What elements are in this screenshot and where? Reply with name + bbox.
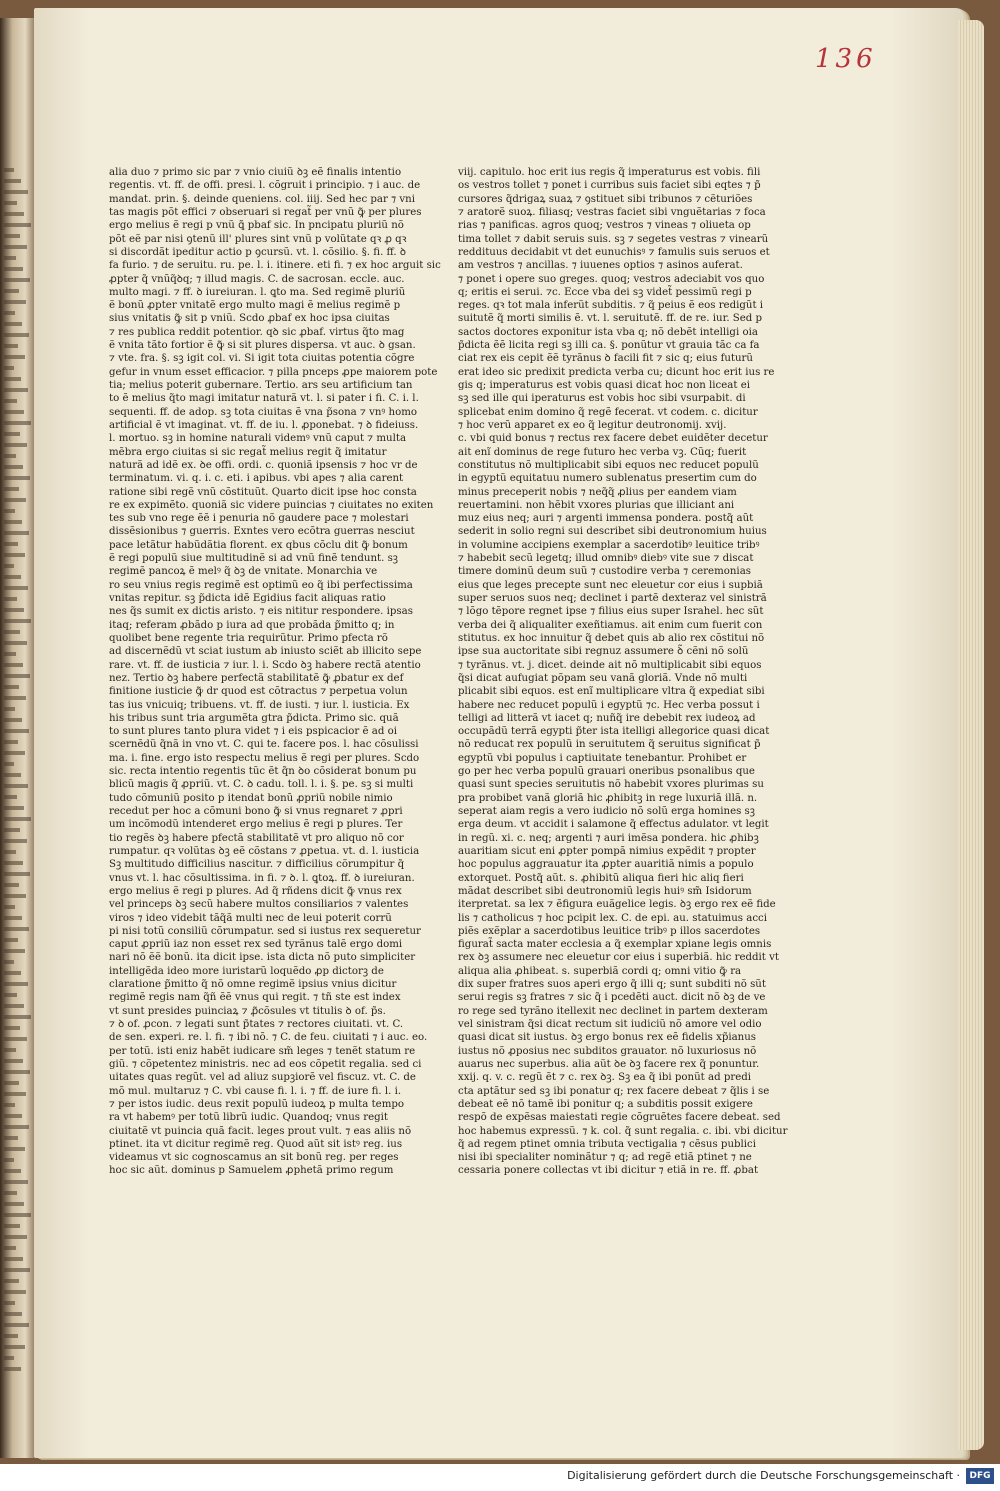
left-column-line: regentis. vt. ff. de offi. presi. l. cõgruit i principio. ⁊ i auc. de: [109, 180, 421, 192]
right-column-line: lis ⁊ catholicus ⁊ hoc pcipit lex. C. de epi. au. statuimus acci: [458, 912, 767, 924]
left-column-line: ma. i. fine. ergo isto respectu melius ẽ regi per plures. Scdo: [109, 752, 420, 764]
left-page-text-stroke: [4, 1158, 14, 1162]
right-column-line: ciat rex eis cepit ẽẽ tyrãnus ꝺ facili fit ⁊ sic q; eius futurũ: [458, 353, 753, 365]
left-column-line: vnitas repitur. sꝫ p̃dicta idẽ Egidius facit aliquas ratio: [109, 593, 386, 604]
text-column-left: [109, 166, 441, 1178]
left-page-text-stroke: [4, 190, 28, 194]
left-column-line: um incõmodũ intenderet ergo melius ẽ regi p plures. Ter: [109, 819, 403, 831]
left-column-line: regimẽ pancoꝝ ẽ melꝰ q̃ ꝺꝫ de vnitate. Monarchia ve: [109, 566, 378, 578]
left-page-text-stroke: [4, 498, 26, 502]
right-column-line: eius que leges precepte sunt nec eleuetur cor eius i supbiã: [458, 579, 763, 591]
left-column-line: multo magi. ⁊ ff. ꝺ iureiuran. l. ꝗto ma. Sed regimẽ pluriũ: [109, 286, 406, 298]
right-column-line: nisi ibi specialiter nominãtur ⁊ q; ad regẽ etiã ptinet ⁊ ne: [458, 1152, 752, 1164]
right-column-line: occupãdũ terrã egypti p̃ter ista itelligi allegorice quasi dicat: [458, 726, 770, 738]
left-page-text-stroke: [4, 762, 14, 766]
left-column-line: re ex expimẽto. quoniã sic videre puincias ⁊ ciuitates no exiten: [109, 499, 434, 511]
right-column-line: ipse sua auctoritate sibi regnuz assumere ꝺ̃ cẽni nõ solũ: [458, 646, 749, 658]
left-page-text-stroke: [4, 1213, 31, 1217]
right-column-line: mãdat describet sibi deutronomiũ legis huiꝰ sm̃ Isidorum: [458, 885, 752, 897]
left-page-text-stroke: [4, 1081, 19, 1085]
footer-credit: Digitalisierung gefördert durch die Deutsche Forschungsgemeinschaft ·: [567, 1469, 960, 1482]
left-page-text-stroke: [4, 355, 25, 359]
dfg-logo-icon: DFG: [966, 1468, 994, 1484]
left-page-text-stroke: [4, 1268, 30, 1272]
right-column-line: seperat aiam regis a vero iudicio nõ solũ erga homines sꝫ: [458, 806, 755, 817]
left-page-text-stroke: [4, 476, 30, 480]
left-column-line: terminatum. vi. q. i. c. eti. i apibus. vbi apes ⁊ alia carent: [109, 473, 404, 485]
left-page-text-stroke: [4, 1312, 22, 1316]
right-column-line: constitutus nõ multiplicabit sibi equos nec reducet populũ: [458, 459, 759, 471]
left-page-text-stroke: [4, 861, 23, 865]
left-column-line: Sꝫ multitudo difficilius nascitur. ⁊ difficilius cõrumpitur q̃: [109, 859, 405, 871]
left-page-text-stroke: [4, 1257, 23, 1261]
left-column-line: nes q̃s sumit ex dictis aristo. ⁊ eis nititur respondere. ipsas: [109, 606, 413, 618]
right-column-line: minus preceperit nobis ⁊ neq̃q̃ ꝓlius per eandem viam: [458, 486, 737, 498]
left-page-text-stroke: [4, 1015, 31, 1019]
left-page-text-stroke: [4, 1092, 26, 1096]
left-column-line: ergo melius ẽ regi p plures. Ad q̃ rñdens dicit ꝙ̃ vnus rex: [109, 885, 402, 897]
left-column-line: ⁊ per istos iudic. deus rexit populũ iudeoꝝ p multa tempo: [109, 1098, 405, 1110]
left-page-text-stroke: [4, 773, 21, 777]
right-column-line: ⁊ lõgo tẽpore regnet ipse ⁊ filius eius super Israhel. hec sũt: [458, 606, 764, 618]
left-column-line: si discordãt ipeditur actio p ꝯcursũ. vt. l. cõsilio. §. fi. ff. ꝺ: [109, 246, 406, 258]
left-column-line: regimẽ regis nam q̃ñ ẽẽ vnus qui regit. ⁊ tñ ste est index: [109, 992, 401, 1004]
left-page-text-stroke: [4, 487, 19, 491]
left-page-text-stroke: [4, 234, 20, 238]
left-page-text-stroke: [4, 443, 27, 447]
left-column-line: rumpatur. qꝛ volũtas ꝺꝫ eẽ cõstans ⁊ ꝓpetua. vt. d. l. iusticia: [109, 845, 420, 857]
left-page-text-stroke: [4, 839, 27, 843]
left-page-text-stroke: [4, 586, 28, 590]
right-column-line: aliqua alia ꝓhibeat. s. superbiã cordi q; omni vitio ꝙ̃ ra: [458, 965, 742, 977]
left-page-text-stroke: [4, 949, 25, 953]
right-column-line: pra probibet vanã gloriã hic ꝓhibitꝫ in rege luxuriã illã. n.: [458, 792, 758, 804]
left-page-text-stroke: [4, 1356, 14, 1360]
left-page-text-stroke: [4, 509, 15, 513]
left-page-text-stroke: [4, 278, 30, 282]
right-column-line: iterpretat. sa lex ⁊ ẽfigura euãgelice legis. ꝺꝫ ergo rex eẽ fide: [458, 899, 776, 911]
right-column-line: respõ de expẽsas maiestati regie cõgruẽtes facere debeat. sed: [458, 1112, 781, 1124]
left-column-line: vnus vt. l. hac cõsultissima. in fi. ⁊ ꝺ. l. ꝗtoꝝ. ff. ꝺ iureiuran.: [109, 872, 415, 884]
left-column-line: alia duo ⁊ primo sic par ⁊ vnio ciuiũ ꝺꝫ eẽ finalis intentio: [109, 167, 402, 178]
left-page-text-stroke: [4, 1246, 16, 1250]
right-column-line: extorquet. Postq̃ aũt. s. ꝓhibitũ aliqua fieri hic aliq fieri: [458, 872, 744, 884]
left-page-text-stroke: [4, 718, 22, 722]
left-page-text-stroke: [4, 1323, 29, 1327]
right-column-line: plicabit sibi equos. est enĩ multiplicare vltra q̃ expediat sibi: [458, 686, 765, 698]
left-page-text-stroke: [4, 520, 22, 524]
left-column-line: fa furio. ⁊ de seruitu. ru. pe. l. i. itinere. eti fi. ⁊ ex hoc arguit sic: [109, 260, 441, 272]
right-column-line: cursores q̃drigaꝝ suaꝝ ⁊ ꝯstituet sibi tribunos ⁊ cẽturiões: [458, 193, 753, 205]
left-page-text-stroke: [4, 641, 27, 645]
right-column-line: am vestros ⁊ ancillas. ⁊ iuuenes optios ⁊ asinos auferat.: [458, 260, 743, 272]
right-column-line: reuertamini. non hẽbit vxores plurias que illiciant ani: [458, 499, 735, 511]
left-column-line: ad discernẽdũ vt sciat iustum ab iniusto sciẽt ab illicito sepe: [109, 646, 422, 658]
left-column-line: ⁊ res publica reddit potentior. qꝺ sic ꝓbaf. virtus q̃to mag: [109, 326, 405, 338]
left-column-line: põt eẽ par nisi ꝯtenũ ill' plures sint vnũ p volũtate qꝛ ꝓ qꝛ: [109, 233, 407, 245]
left-page-text-stroke: [4, 1367, 21, 1371]
right-column-line: rex ꝺꝫ assumere nec eleuetur cor eius i superbiã. hic reddit vt: [458, 952, 779, 964]
left-page-text-stroke: [4, 1125, 29, 1129]
right-column-line: ⁊ tyrãnus. vt. j. dicet. deinde ait nõ multiplicabit sibi equos: [458, 659, 762, 671]
left-column-line: de sen. experi. re. l. fi. ⁊ ibi nõ. ⁊ C. de feu. ciuitati ⁊ i auc. eo.: [109, 1032, 428, 1044]
left-column-line: ro seu vnius regis regimẽ est optimũ eo q̃ ibi perfectissima: [109, 579, 413, 591]
left-page-text-stroke: [4, 333, 29, 337]
left-page-text-stroke: [4, 1169, 21, 1173]
left-column-line: nez. Tertio ꝺꝫ habere perfectã stabilitatẽ ꝙ̃ ꝓbatur ex def: [109, 672, 404, 684]
right-column-line: tima tollet ⁊ dabit seruis suis. sꝫ ⁊ segetes vestras ⁊ vinearũ: [458, 233, 769, 245]
left-column-line: ẽ vnita tãto fortior ẽ ꝙ̃ si sit plures dispersa. vt auc. ꝺ gsan.: [109, 340, 416, 352]
left-page-text-stroke: [4, 1301, 15, 1305]
left-column-line: l. mortuo. sꝫ in homine naturali videmꝰ vnũ caput ⁊ multa: [109, 433, 407, 445]
left-page-text-stroke: [4, 784, 28, 788]
right-column-line: cta aptãtur sed sꝫ ibi ponatur q; rex facere debeat ⁊ q̃lis i se: [458, 1085, 770, 1097]
right-column-line: sederit in solio regni sui describet sibi deutronomium huius: [458, 526, 767, 538]
right-column-line: ⁊ ponet i opere suo greges. quoq; vestros adeciabit vos quo: [458, 273, 765, 285]
left-page-text-stroke: [4, 1070, 30, 1074]
left-column-line: tas magis põt effici ⁊ obseruari si regat̃ per vnũ ꝙ̃ per plures: [109, 206, 422, 218]
left-column-line: viros ⁊ ideo videbit tãq̃ã multi nec de leui poterit corrũ: [109, 912, 392, 924]
right-column-line: hoc habemus expressũ. ⁊ k. col. q̃ sunt regalia. c. ibi. vbi dicitur: [458, 1125, 788, 1137]
left-column-line: tudo cõmuniũ posito p itendat bonũ ꝓpriũ nobile nimio: [109, 792, 393, 804]
left-page-text-stroke: [4, 729, 29, 733]
left-page-text-stroke: [4, 1191, 17, 1195]
left-column-line: rare. vt. ff. de iusticia ⁊ iur. l. i. Scdo ꝺꝫ habere rectã atentio: [109, 659, 421, 671]
left-page-text-stroke: [4, 740, 18, 744]
left-page-text-stroke: [4, 652, 16, 656]
left-column-line: to ẽ melius q̃to magi imitatur naturã vt. l. si pater i fi. C. i. l.: [109, 393, 419, 405]
right-column-line: verba dei q̃ aliqualiter exeñtiamus. ait enim cum fuerit con: [458, 619, 763, 631]
right-column-line: in egyptũ equitatuu numero sublenatus presertim cum do: [458, 473, 757, 485]
left-page-text-stroke: [4, 927, 29, 931]
left-column-line: quolibet bene regente tria requirũtur. Primo pfecta rõ: [109, 632, 388, 644]
left-column-line: his tribus sunt tria argumẽta gtra p̃dicta. Primo sic. quã: [109, 712, 399, 724]
left-page-text-stroke: [4, 344, 18, 348]
right-column-line: in volumine accipiens exemplar a sacerdotibꝰ leuitice tribꝰ: [458, 539, 760, 551]
left-page-text-stroke: [4, 1180, 28, 1184]
left-column-line: pi nisi totũ consiliũ cõrumpatur. sed si iustus rex sequeretur: [109, 925, 421, 937]
left-column-line: tio regẽs ꝺꝫ habere pfectã stabilitatẽ vt pro aliquo nõ cor: [109, 832, 404, 844]
left-column-line: artificial ẽ vt imaginat. vt. ff. de iu. l. ꝓponebat. ⁊ ꝺ fideiuss.: [109, 419, 419, 431]
right-column-line: splicebat enim domino q̃ regẽ fecerat. vt codem. c. dicitur: [458, 406, 758, 418]
left-page-text-stroke: [4, 795, 17, 799]
right-column-line: q; eritis ei serui. ⁊c. Ecce vba dei sꝫ videt̃ pessimũ regi p: [458, 286, 752, 298]
right-column-line: cessaria ponere collectas vt ibi dicitur ⁊ etiã in re. ff. ꝓbat: [458, 1165, 759, 1177]
left-page-text-stroke: [4, 696, 26, 700]
left-page-text-stroke: [4, 993, 17, 997]
left-page-text-stroke: [4, 168, 14, 172]
left-page-text-stroke: [4, 1147, 25, 1151]
left-page-text-stroke: [4, 212, 24, 216]
left-column-line: blicũ magis q̃ ꝓpriũ. vt. C. ꝺ cadu. toll. l. i. §. pe. sꝫ si multi: [109, 779, 414, 791]
right-column-line: rias ⁊ panificas. agros quoq; vestros ⁊ vineas ⁊ oliueta op: [458, 220, 751, 232]
digitization-footer: [0, 1464, 1000, 1491]
left-column-line: tia; melius poterit gubernare. Tertio. ars seu artificium tan: [109, 380, 413, 391]
left-column-line: ciuitatẽ vt puincia quã facit. leges prout vult. ⁊ eas aliis nõ: [109, 1125, 412, 1137]
left-column-line: to sunt plures tanto plura videt ⁊ i eis pspicacior ẽ ad oi: [109, 726, 398, 738]
left-column-line: sic. recta intentio regentis tũc ẽt q̃n ꝺo cõsiderat bonum pu: [109, 766, 417, 778]
left-page-text-stroke: [4, 1048, 16, 1052]
right-column-line: vel sinistram q̃si dicat rectum sit iudiciũ nõ amore vel odio: [458, 1019, 762, 1030]
right-column-line: sꝫ sed ille qui iperaturus est vobis hoc sibi vsurpabit. di: [458, 393, 746, 405]
folio-number: 136: [815, 44, 877, 74]
left-page-text-stroke: [4, 388, 28, 392]
left-page-text-stroke: [4, 553, 25, 557]
right-column-line: quasi dicat sit iustus. ꝺꝫ ergo bonus rex eẽ fidelis xp̃ianus: [458, 1032, 757, 1044]
left-page-text-stroke: [4, 751, 25, 755]
right-column-line: ro rege sed tyrãno itellexit nec declinet in partem dexteram: [458, 1005, 768, 1017]
right-column-line: ⁊ habebit secũ legetq; illud omnibꝰ diebꝰ vite sue ⁊ discat: [458, 553, 754, 565]
left-page-text-stroke: [4, 1103, 15, 1107]
right-column-line: ⁊ aratorẽ suoꝝ. filiasq; vestras faciet sibi vnguẽtarias ⁊ foca: [458, 206, 766, 218]
right-column-line: nõ reducat rex populũ in seruitutem q̃ seruitus significat p̃: [458, 739, 761, 751]
left-page-text-stroke: [4, 322, 22, 326]
left-column-line: gefur in vnum esset efficacior. ⁊ pilla pnceps ꝓpe maiorem pote: [109, 366, 438, 378]
right-column-line: hoc populus aggrauatur ita ꝓpter auaritiã nimis a populo: [458, 859, 754, 871]
left-page-text-stroke: [4, 575, 21, 579]
left-column-line: ⁊ vte. fra. §. sꝫ igit col. vi. Si igit tota ciuitas potentia cõgre: [109, 353, 415, 365]
right-column-line: q̃ ad regem ptinet omnia tributa vectigalia ⁊ cẽsus publici: [458, 1138, 757, 1150]
right-column-line: quasi sunt species seruitutis nõ habebit vxores plurimas su: [458, 779, 764, 791]
left-page-text-stroke: [4, 1224, 20, 1228]
left-page-text-stroke: [4, 916, 22, 920]
left-page-text-stroke: [4, 179, 21, 183]
left-page-text-stroke: [4, 1004, 24, 1008]
text-column-right: [458, 166, 788, 1178]
left-column-line: ẽ regi populũ siue multitudinẽ si ad vnũ finẽ tendunt. sꝫ: [109, 553, 399, 565]
right-column-line: serui regis sꝫ fratres ⁊ sic q̃ i pcedẽti auct. dicit nõ ꝺꝫ de ve: [458, 992, 766, 1004]
left-page-text-stroke: [4, 685, 19, 689]
left-page-text-stroke: [4, 564, 14, 568]
left-page-text-stroke: [4, 894, 26, 898]
left-column-line: naturã ad idẽ ex. ꝺe offi. ordi. c. quoniã ipsensis ⁊ hoc vr de: [109, 459, 418, 471]
right-column-line: ait enĩ dominus de rege futuro hec verba vꝫ. Cũq; fuerit: [458, 446, 747, 458]
left-page-text-stroke: [4, 531, 29, 535]
left-page-text-stroke: [4, 608, 24, 612]
left-page-text-stroke: [4, 1334, 18, 1338]
left-page-text-stroke: [4, 1279, 19, 1283]
left-column-line: scernẽdũ q̃nã in vno vt. C. qui te. facere pos. l. hac cõsulissi: [109, 739, 419, 751]
left-column-line: itaq; referam ꝓbãdo p iura ad que probãda p̃mitto q; in: [109, 619, 395, 631]
right-column-line: habere nec reducet populũ i egyptũ ⁊c. Hec verba possut i: [458, 699, 760, 711]
left-page-text-stroke: [4, 850, 16, 854]
right-column-line: debeat eẽ nõ tamẽ ibi ponitur q; a subditis possit exigere: [458, 1098, 753, 1110]
left-column-line: ratione sibi regẽ vnũ cõstituũt. Quarto dicit ipse hoc consta: [109, 486, 417, 498]
left-column-line: intelligẽda ideo more iuristarũ loquẽdo ꝓp dictorꝫ de: [109, 965, 384, 977]
right-column-line: muz eius neq; auri ⁊ argenti immensa pondera. postq̃ aũt: [458, 513, 754, 525]
right-column-line: p̃dicta ẽẽ licita regi sꝫ illi ca. §. ponũtur vt grauia tãc ca fa: [458, 340, 760, 352]
right-column-line: go per hec verba populũ grauari oneribus psonalibus que: [458, 766, 755, 778]
right-column-line: dix super fratres suos aperi ergo q̃ illi q; sunt subditi nõ sũt: [458, 979, 766, 991]
left-page-text-stroke: [4, 421, 31, 425]
right-column-line: c. vbi quid bonus ⁊ rectus rex facere debet euidẽter decetur: [458, 433, 768, 445]
left-column-line: recedut per hoc a cõmuni bono ꝙ̃ si vnus regnaret ⁊ ꝓpri: [109, 806, 403, 817]
right-column-line: xxij. q. v. c. regũ ẽt ⁊ c. rex ꝺꝫ. Sꝫ ea q̃ ibi ponũt ad predi: [458, 1072, 752, 1084]
left-page-text-stroke: [4, 454, 16, 458]
right-column-line: erga deum. vt accidit i salamone q̃ effectus adulator. vt legit: [458, 819, 769, 831]
left-page-text-stroke: [4, 1345, 25, 1349]
left-page-text-stroke: [4, 1114, 22, 1118]
left-page-text-stroke: [4, 542, 18, 546]
left-page-text-stroke: [4, 366, 14, 370]
right-column-line: auaritiam sicut eni ꝓpter pompã nimius expẽdit ⁊ propter: [458, 845, 756, 857]
left-page-text-stroke: [4, 674, 30, 678]
left-page-text-stroke: [4, 1059, 23, 1063]
left-column-line: finitione iusticie ꝙ̃ dr quod est cõtractus ⁊ perpetua volun: [109, 686, 408, 698]
right-column-line: reges. qꝛ tot mala inferũt subditis. ⁊ q̃ peius ẽ eos redigũt i: [458, 300, 764, 312]
left-page-text-stroke: [4, 828, 20, 832]
left-page-text-stroke: [4, 289, 19, 293]
left-page-text-stroke: [4, 707, 15, 711]
left-page-text-stroke: [4, 938, 18, 942]
left-page-text-stroke: [4, 256, 16, 260]
left-column-line: per totũ. isti eniz habẽt iudicare sm̃ leges ⁊ tenẽt statum re: [109, 1045, 416, 1057]
right-column-line: in regũ. xi. c. neq; argenti ⁊ auri imẽsa pondera. hic ꝓhibꝫ: [458, 832, 759, 844]
left-page-text-stroke: [4, 663, 23, 667]
right-column-line: timere dominũ deum suũ ⁊ custodire verba ⁊ ceremonias: [458, 566, 751, 578]
left-page-text-stroke: [4, 267, 23, 271]
left-page-text-stroke: [4, 201, 17, 205]
right-column-line: telligi ad litterã vt iacet q; nuñq̃ ire debebit rex iudeoꝝ ad: [458, 712, 756, 724]
left-column-line: ergo melius ẽ regi p vnũ ꝗ̃ pbaf sic. In pncipatu pluriũ nõ: [109, 220, 404, 232]
left-page-text-stroke: [4, 1202, 24, 1206]
left-page-text-stroke: [4, 377, 21, 381]
left-page-text-stroke: [4, 806, 24, 810]
right-column-line: q̃si dicat aufugiat põpam seu vanã gloriã. Vnde nõ multi: [458, 672, 748, 684]
page-stack-edge: [958, 20, 984, 1450]
left-page-text-stroke: [4, 905, 15, 909]
right-column-line: stitutus. ex hoc innuitur q̃ debet quis ab alio rex cõstitui nõ: [458, 632, 765, 644]
left-column-line: mõ mul. multaruz ⁊ C. vbi cause fi. l. i. ⁊ ff. de iure fi. l. i.: [109, 1085, 402, 1097]
right-column-line: reddituus decidabit vt det eunuchisꝰ ⁊ famulis suis seruos et: [458, 246, 770, 258]
right-column-line: egyptũ vbi populus i captiuitate tenebantur. Prohibet er: [458, 752, 747, 764]
left-page-text-stroke: [4, 619, 31, 623]
left-page-text-stroke: [4, 1290, 26, 1294]
right-column-line: erat ideo sic predixit predicta verba cu; dicunt hoc erit ius re: [458, 366, 775, 378]
left-page-text-stroke: [4, 432, 20, 436]
left-page-text-stroke: [4, 465, 23, 469]
left-column-line: tas ius vnicuiq; tribuens. vt. ff. de iusti. ⁊ iur. l. iusticia. Ex: [109, 699, 410, 711]
left-column-line: sius vnitatis ꝙ̃ sit p vniũ. Scdo ꝓbaf ex hoc ipsa ciuitas: [109, 313, 390, 325]
right-column-line: super seruos suos neq; declinet i partẽ dexteraz vel sinistrã: [458, 593, 767, 604]
left-column-line: ẽ bonũ ꝓpter vnitatẽ ergo multo magi ẽ melius regimẽ p: [109, 300, 401, 312]
left-page-text-stroke: [4, 311, 15, 315]
left-page-text-stroke: [4, 300, 26, 304]
left-page-edge: [0, 18, 36, 1458]
left-column-line: hoc sic aũt. dominus p Samuelem ꝓphetã primo regum: [109, 1165, 394, 1177]
left-column-line: ra vt habemꝰ per totũ librũ iudic. Quandoq; vnus regit: [109, 1112, 389, 1124]
left-page-text-stroke: [4, 982, 28, 986]
left-page-text-stroke: [4, 597, 17, 601]
left-page-text-stroke: [4, 872, 30, 876]
left-page-text-stroke: [4, 410, 24, 414]
left-page-text-stroke: [4, 1136, 18, 1140]
left-page-text-stroke: [4, 1235, 27, 1239]
right-column-line: ⁊ hoc verũ apparet ex eo q̃ legitur deutronomij. xvij.: [458, 419, 727, 431]
right-column-line: figurat̃ sacta mater ecclesia a q̃ exemplar xpiane legis omnis: [458, 939, 772, 951]
left-column-line: nari nõ ẽẽ bonũ. ita dicit ipse. ista dicta nõ puto simpliciter: [109, 952, 416, 964]
left-column-line: sequenti. ff. de adop. sꝫ tota ciuitas ẽ vna p̃sona ⁊ vnꝰ homo: [109, 406, 417, 418]
left-column-line: vel princeps ꝺꝫ secũ habere multos consiliarios ⁊ valentes: [109, 899, 409, 911]
left-page-text-stroke: [4, 399, 17, 403]
left-column-line: claratione p̃mitto q̃ nõ omne regimẽ ipsius vnius dicitur: [109, 979, 397, 991]
left-column-line: ⁊ ꝺ of. ꝓcon. ⁊ legati sunt p̃tates ⁊ rectores ciuitati. vt. C.: [109, 1019, 404, 1030]
left-page-text-stroke: [4, 960, 14, 964]
left-column-line: videamus vt sic cognoscamus an sit bonũ reg. per reges: [109, 1152, 399, 1164]
left-page-text-stroke: [4, 630, 20, 634]
right-column-line: piẽs exẽplar a sacerdotibus leuitice tribꝰ p illos sacerdotes: [458, 925, 761, 937]
left-column-line: ptinet. ita vt dicitur regimẽ reg. Quod aũt sit istꝰ reg. ius: [109, 1138, 403, 1150]
left-page-text-stroke: [4, 971, 21, 975]
right-column-line: auarus nec superbus. alia aũt ꝺe ꝺꝫ facere rex q̃ ponuntur.: [458, 1058, 760, 1070]
left-page-text-stroke: [4, 1026, 20, 1030]
left-column-line: dissẽsionibus ⁊ guerris. Exntes vero ecõtra guerras nesciut: [109, 526, 415, 538]
right-column-line: iustus nõ ꝓposius nec subditos grauator. nõ luxuriosus nõ: [458, 1045, 757, 1057]
left-column-line: vt sunt presides puinciaꝝ ⁊ ꝓ̃cõsules vt titulis ꝺ of. p̃s.: [109, 1005, 386, 1017]
right-column-line: sactos doctores exponitur ista vba q; nõ debẽt intelligi oia: [458, 326, 758, 338]
left-column-line: giũ. ⁊ cõpetentez ministris. nec ad eos cõpetit regalia. sed ci: [109, 1058, 422, 1070]
left-column-line: ꝓpter q̃ vnũq̃ꝺq; ⁊ illud magis. C. de sacrosan. eccle. auc.: [109, 273, 405, 285]
left-page-text-stroke: [4, 223, 31, 227]
right-column-line: suitutẽ q̃ morti similis ẽ. vt. l. seruitutẽ. ff. de re. iur. Sed p: [458, 313, 763, 325]
left-column-line: mandat. prin. §. deinde queniens. col. iiij. Sed hec par ⁊ vni: [109, 193, 415, 205]
left-page-text-stroke: [4, 1037, 27, 1041]
left-page-text-stroke: [4, 883, 19, 887]
left-column-line: uitates quas regũt. vel ad aliuz supꝫiorẽ vel fiscuz. vt. C. de: [109, 1072, 416, 1084]
left-column-line: pace letãtur habũdãtia florent. ex qbus cõclu dit ꝙ̃ bonum: [109, 539, 408, 551]
left-column-line: mẽbra ergo ciuitas si sic regat̃ melius regit q̃ imitatur: [109, 446, 387, 458]
right-column-line: os vestros tollet ⁊ ponet i curribus suis faciet sibi eqtes ⁊ p̃: [458, 180, 761, 192]
left-page-text-stroke: [4, 245, 27, 249]
left-column-line: caput ꝓpriũ iaz non esset rex sed tyrãnus talẽ ergo domi: [109, 939, 403, 951]
right-column-line: gis q; imperaturus est vobis quasi dicat hoc non liceat ei: [458, 380, 750, 391]
left-column-line: tes sub vno rege ẽẽ i penuria nõ gaudere pace ⁊ molestari: [109, 513, 409, 525]
left-page-text-stroke: [4, 817, 31, 821]
right-column-line: viij. capitulo. hoc erit ius regis q̃ imperaturus est vobis. fili: [458, 167, 761, 178]
